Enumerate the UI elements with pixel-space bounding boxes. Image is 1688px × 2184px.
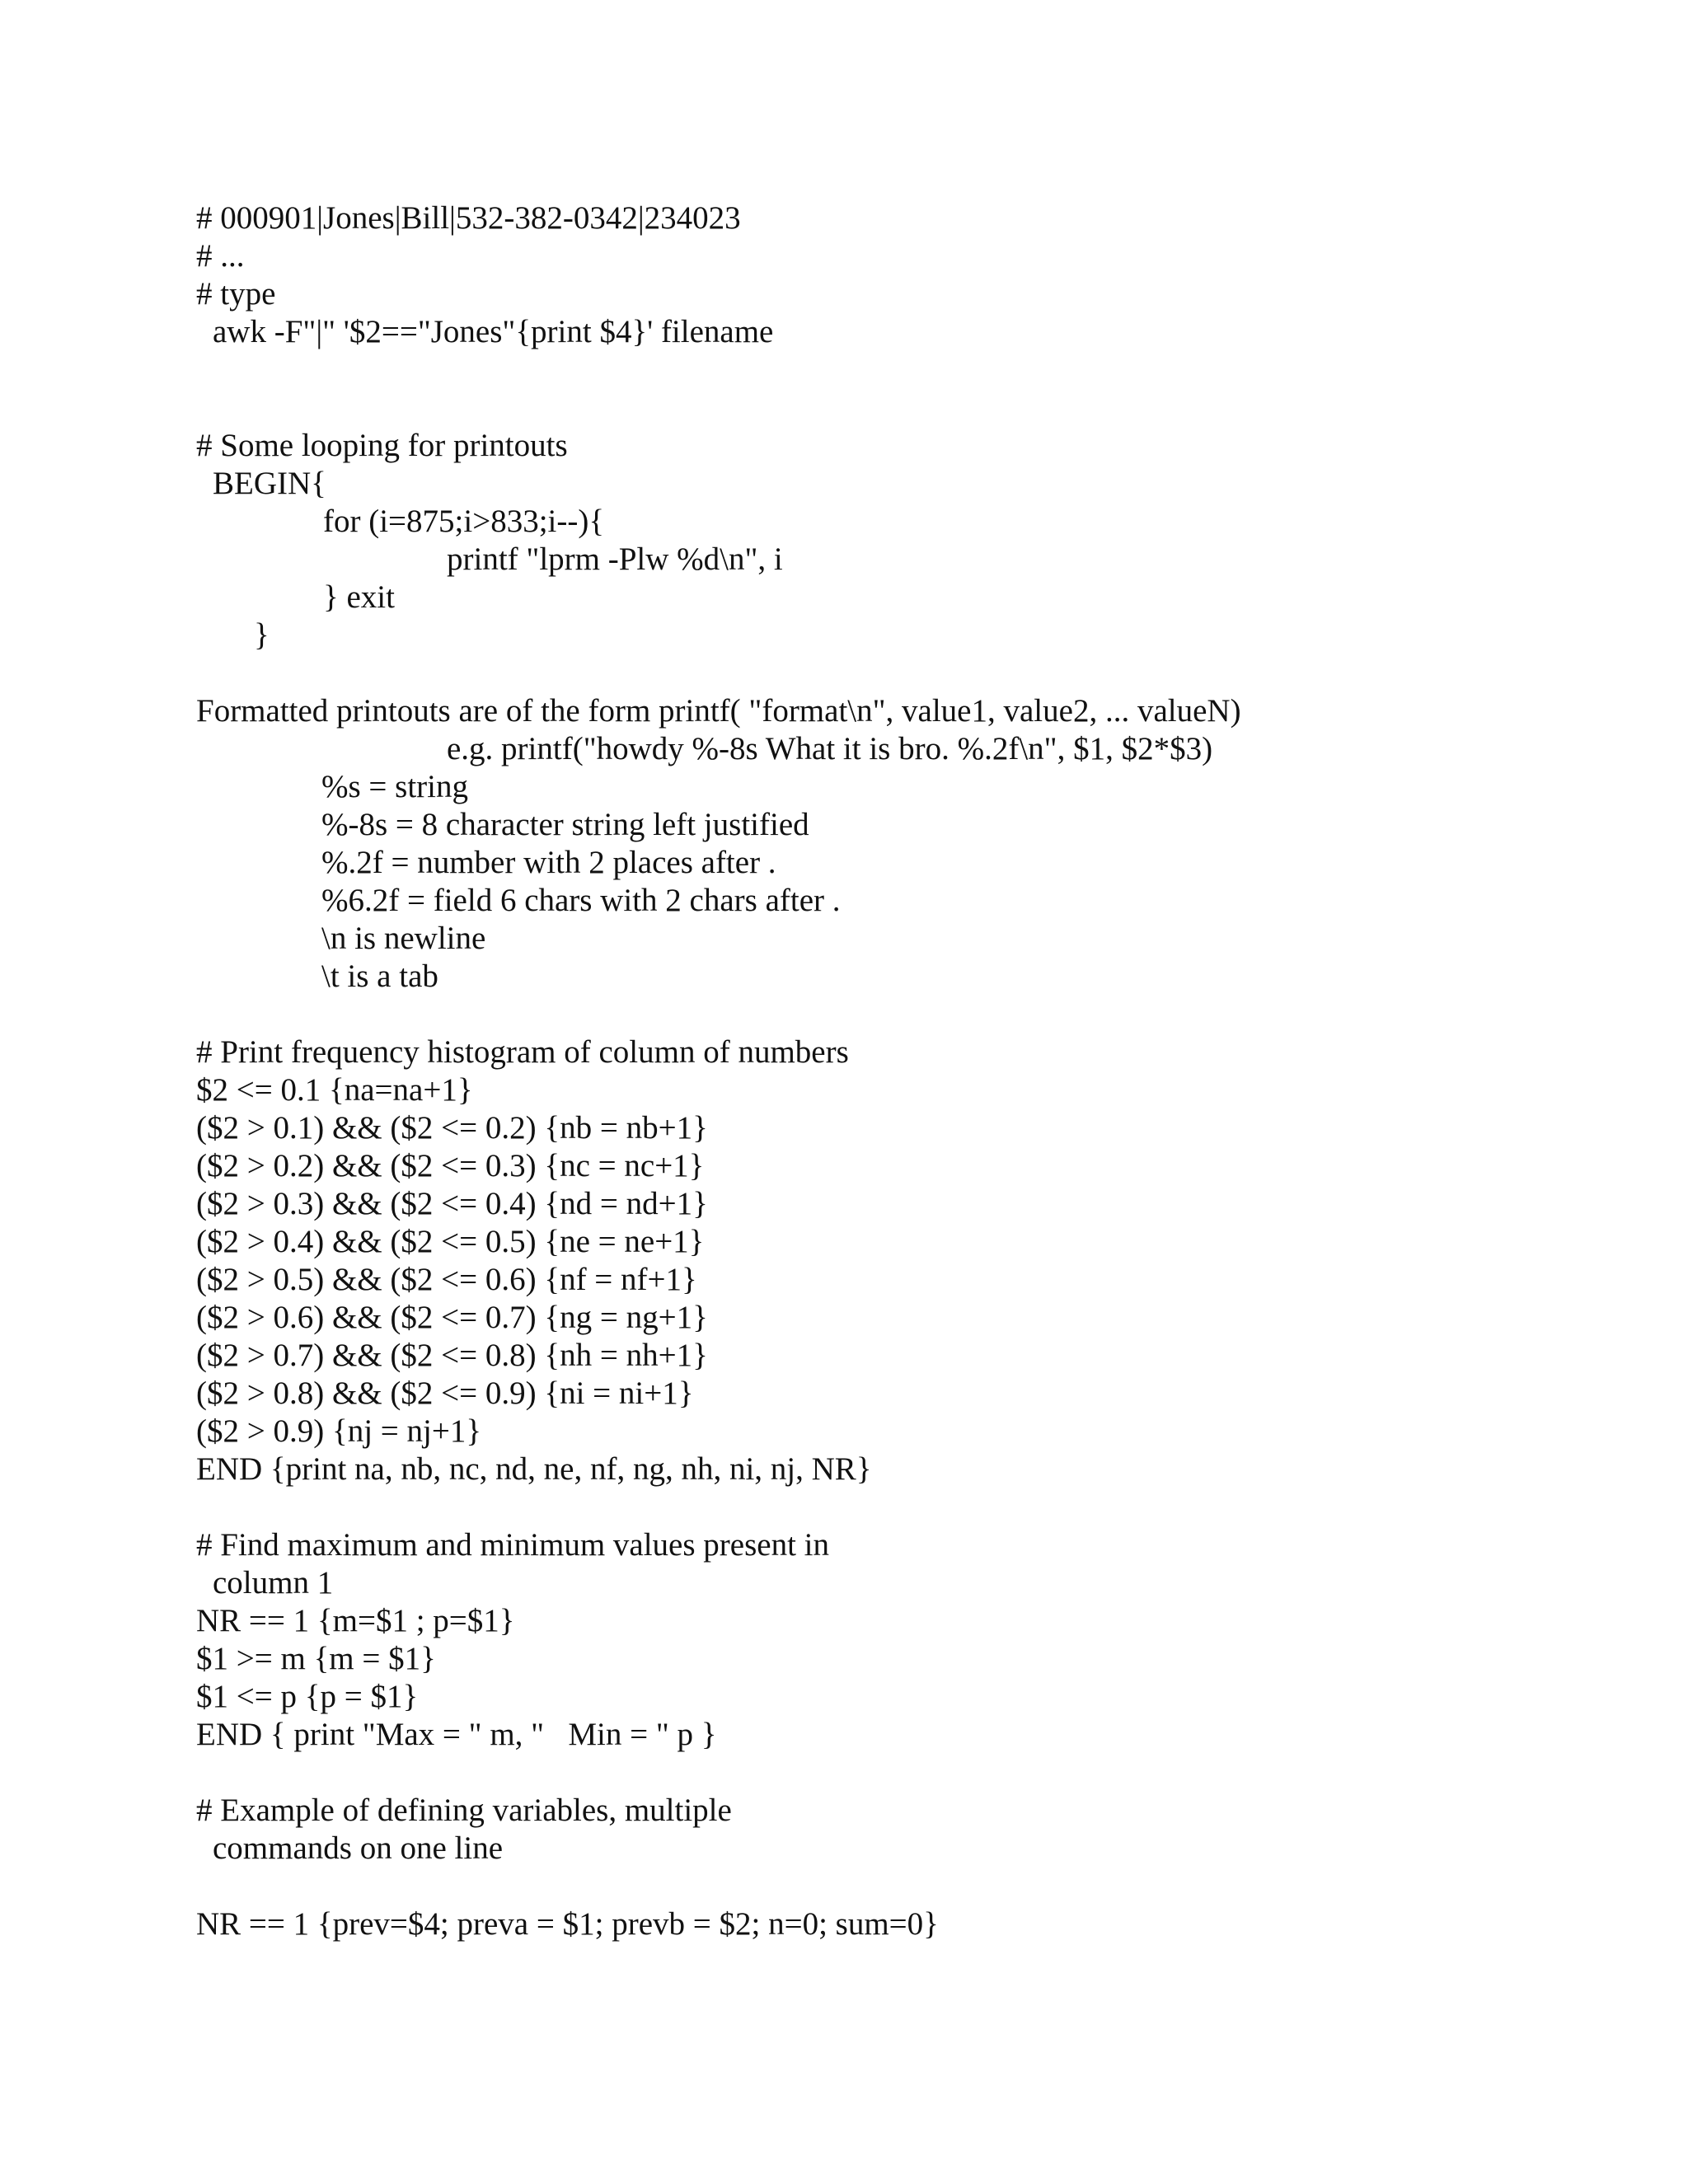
close-brace: } — [254, 617, 270, 653]
maxmin-end-line: END { print "Max = " m, " Min = " p } — [196, 1717, 717, 1752]
record-example-line: # 000901|Jones|Bill|532-382-0342|234023 — [196, 200, 741, 236]
format-item: \t is a tab — [321, 958, 438, 994]
format-item: %-8s = 8 character string left justified — [321, 807, 809, 842]
looping-comment: # Some looping for printouts — [196, 428, 568, 463]
variables-comment: # Example of defining variables, multiple — [196, 1793, 732, 1828]
variables-line: NR == 1 {prev=$4; preva = $1; prevb = $2; n=0; sum=0} — [196, 1906, 939, 1942]
maxmin-comment: # Find maximum and minimum values present in — [196, 1527, 830, 1563]
histogram-line: ($2 > 0.7) && ($2 <= 0.8) {nh = nh+1} — [196, 1338, 708, 1373]
maxmin-comment-cont: column 1 — [213, 1565, 334, 1601]
exit-line: } exit — [323, 579, 395, 615]
format-item: %s = string — [321, 769, 468, 804]
histogram-line: $2 <= 0.1 {na=na+1} — [196, 1072, 473, 1108]
awk-command: awk -F"|" '$2=="Jones"{print $4}' filename — [213, 314, 774, 349]
format-item: %6.2f = field 6 chars with 2 chars after . — [321, 883, 841, 918]
formatted-example: e.g. printf("howdy %-8s What it is bro. %.2f\n", $1, $2*$3) — [447, 731, 1213, 766]
histogram-comment: # Print frequency histogram of column of numbers — [196, 1034, 849, 1070]
variables-comment-cont: commands on one line — [213, 1830, 504, 1866]
record-example-ellipsis: # ... — [196, 238, 245, 274]
histogram-line: ($2 > 0.5) && ($2 <= 0.6) {nf = nf+1} — [196, 1262, 697, 1297]
maxmin-line: NR == 1 {m=$1 ; p=$1} — [196, 1603, 515, 1638]
maxmin-line: $1 >= m {m = $1} — [196, 1641, 436, 1676]
begin-line: BEGIN{ — [213, 466, 326, 501]
for-line: for (i=875;i>833;i--){ — [323, 504, 605, 539]
type-comment: # type — [196, 276, 276, 312]
histogram-line: ($2 > 0.6) && ($2 <= 0.7) {ng = ng+1} — [196, 1300, 708, 1335]
printf-line: printf "lprm -Plw %d\n", i — [447, 541, 783, 577]
histogram-line: ($2 > 0.2) && ($2 <= 0.3) {nc = nc+1} — [196, 1148, 705, 1183]
histogram-line: ($2 > 0.3) && ($2 <= 0.4) {nd = nd+1} — [196, 1186, 708, 1221]
format-item: \n is newline — [321, 921, 486, 956]
histogram-line: ($2 > 0.1) && ($2 <= 0.2) {nb = nb+1} — [196, 1110, 708, 1146]
histogram-line: ($2 > 0.9) {nj = nj+1} — [196, 1413, 482, 1449]
histogram-line: ($2 > 0.4) && ($2 <= 0.5) {ne = ne+1} — [196, 1224, 705, 1259]
histogram-line: ($2 > 0.8) && ($2 <= 0.9) {ni = ni+1} — [196, 1376, 694, 1411]
formatted-intro: Formatted printouts are of the form printf( "format\n", value1, value2, ... valueN) — [196, 693, 1241, 729]
histogram-end-line: END {print na, nb, nc, nd, ne, nf, ng, nh, ni, nj, NR} — [196, 1451, 872, 1487]
maxmin-line: $1 <= p {p = $1} — [196, 1679, 419, 1714]
format-item: %.2f = number with 2 places after . — [321, 845, 776, 880]
